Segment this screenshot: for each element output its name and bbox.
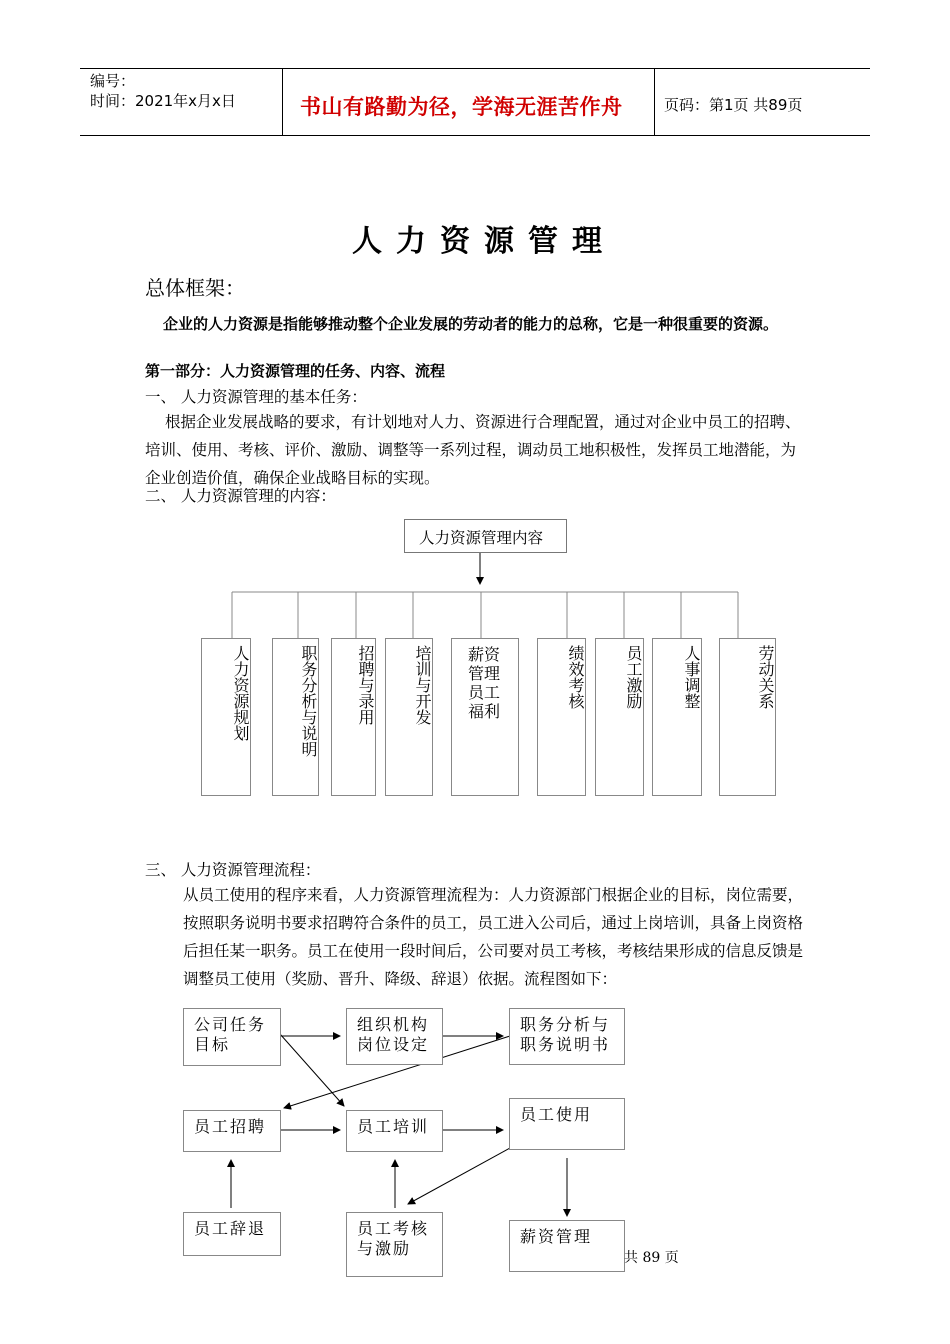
item3-title: 三、 人力资源管理流程： — [145, 861, 321, 879]
page-title: 人力资源管理 — [352, 224, 616, 259]
content-child-training: 培训与开发 — [385, 638, 433, 796]
content-child-incentive: 员工激励 — [595, 638, 644, 796]
item2-title: 二、 人力资源管理的内容： — [145, 487, 336, 505]
part1-title: 第一部分：人力资源管理的任务、内容、流程 — [145, 362, 446, 380]
flow-node-org: 组织机构岗位设定 — [346, 1008, 443, 1065]
item1-body: 根据企业发展战略的要求，有计划地对人力、资源进行合理配置，通过对企业中员工的招聘、培训、使用、考核、评价、激励、调整等一系列过程，调动员工地积极性，发挥员工地潜能，为企业创造价值，确保企业战略目标的实现。 — [145, 413, 801, 487]
time-label: 时间：2021年x月x日 — [90, 92, 236, 110]
footer-page-fragment: 共 89 页 — [624, 1250, 679, 1266]
flow-node-train: 员工培训 — [346, 1110, 443, 1152]
serial-label: 编号： — [90, 72, 136, 90]
content-child-performance: 绩效考核 — [537, 638, 586, 796]
motto: 书山有路勤为径，学海无涯苦作舟 — [300, 95, 623, 119]
intro-paragraph: 企业的人力资源是指能够推动整个企业发展的劳动者的能力的总称，它是一种很重要的资源。 — [163, 315, 779, 333]
content-child-labor-relations: 劳动关系 — [719, 638, 776, 796]
flow-node-salary: 薪资管理 — [509, 1220, 625, 1272]
content-child-salary-welfare: 薪资管理员工福利 — [451, 638, 519, 796]
flow-node-jobdesc: 职务分析与职务说明书 — [509, 1008, 625, 1065]
flow-node-assess: 员工考核与激励 — [346, 1212, 443, 1277]
flow-node-recruit: 员工招聘 — [183, 1110, 281, 1152]
flow-node-goal: 公司任务目标 — [183, 1008, 281, 1066]
content-child-recruitment: 招聘与录用 — [331, 638, 376, 796]
flow-node-use: 员工使用 — [509, 1098, 625, 1150]
content-root-box: 人力资源管理内容 — [404, 519, 567, 553]
content-child-job-analysis: 职务分析与说明 — [272, 638, 319, 796]
page-info: 页码：第1页 共89页 — [664, 96, 803, 114]
section-title: 总体框架： — [145, 276, 245, 300]
content-child-adjustment: 人事调整 — [652, 638, 702, 796]
item1-title: 一、 人力资源管理的基本任务： — [145, 388, 367, 406]
item3-body: 从员工使用的程序来看，人力资源管理流程为：人力资源部门根据企业的目标，岗位需要，按照职务说明书要求招聘符合条件的员工，员工进入公司后，通过上岗培训，具备上岗资格后担任某一职务。员工在使用一段时间后，公司要对员工考核，考核结果形成的信息反馈是调整员工使用（奖励、晋升、降级、辞退）依据。流程图如下： — [183, 886, 804, 988]
flow-node-dismiss: 员工辞退 — [183, 1212, 281, 1256]
content-child-planning: 人力资源规划 — [201, 638, 251, 796]
